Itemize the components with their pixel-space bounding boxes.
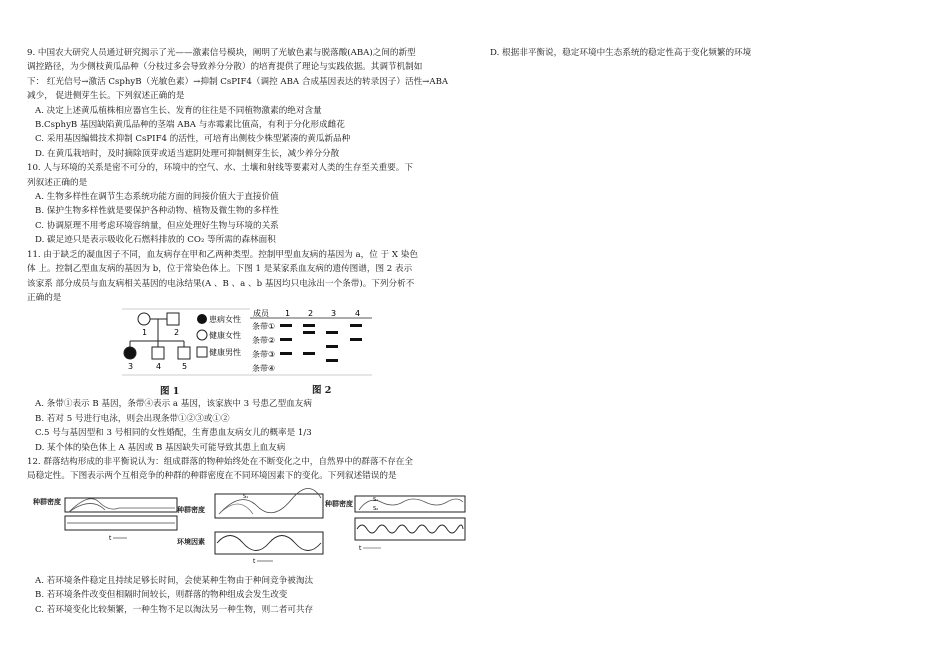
band-m2-2 (303, 331, 315, 334)
q12-option-c: C. 若环境变化比较频繁，一种生物不足以淘汰另一种生物，则二者可共存 (35, 604, 314, 615)
q10-option-c: C. 协调原理不用考虑环境容纳量，但应处理好生物与环境的关系 (35, 220, 279, 231)
q9-option-d: D. 在黄瓜栽培时，及时摘除顶芽或适当遮阴处理可抑制侧芽生长，减少养分分散 (35, 148, 340, 159)
graph2-environment-wave (217, 535, 321, 550)
pedigree-number-4: 4 (156, 362, 162, 372)
legend-healthy-female: 健康女性 (209, 331, 241, 341)
band-label-2: 条带② (252, 336, 276, 346)
band-label-3: 条带③ (252, 350, 276, 360)
graph1-curve-s1 (69, 498, 175, 511)
graph1-t-label: t (109, 534, 112, 542)
figure-1-caption: 图 1 (160, 386, 180, 398)
right-column (490, 46, 930, 60)
pedigree-member-3 (124, 347, 136, 359)
legend-healthy-female-icon (197, 330, 207, 340)
band-label-4: 条带④ (252, 364, 276, 374)
pedigree-svg (122, 307, 382, 385)
band-m2-3 (303, 352, 315, 355)
q10-option-d: D. 碳足迹只是表示吸收化石燃料排放的 CO₂ 等所需的森林面积 (35, 235, 276, 246)
graph1-curve-s2 (69, 503, 105, 512)
band-m3-3 (326, 345, 338, 348)
q9-option-c: C. 采用基因编辑技术抑制 CsPIF4 的活性，可培育出侧枝少株型紧凑的黄瓜新品种 (35, 134, 351, 145)
legend-healthy-male-icon (197, 347, 207, 357)
pedigree-and-electrophoresis-figure (122, 307, 382, 397)
band-m4-2 (350, 338, 362, 341)
pedigree-member-1 (138, 313, 150, 325)
member-number-4: 4 (355, 309, 361, 319)
q10-stem-line1: 10. 人与环境的关系是密不可分的，环境中的空气、水、土壤和射线等要素对人类的生存至关重要。下 (27, 163, 413, 174)
pedigree-member-5 (178, 347, 190, 359)
band-label-1: 条带① (252, 322, 276, 332)
q9-stem-line2: 调控路径，为少侧枝黄瓜品种（分枝过多会导致养分分散）的培育提供了理论与实践依据。其调节机制如 (27, 62, 423, 73)
graph2-t-label: t (253, 557, 256, 565)
member-number-1: 1 (285, 309, 291, 319)
q12-option-d: D. 根据非平衡说，稳定环境中生态系统的稳定性高于变化频繁的环境 (490, 48, 752, 58)
member-number-2: 2 (308, 309, 314, 319)
q11-option-d: D. 某个体的染色体上 A 基因或 B 基因缺失可能导致其患上血友病 (35, 442, 286, 453)
pedigree-number-1: 1 (142, 328, 148, 338)
q11-stem-line3: 该家系 部分成员与血友病相关基因的电泳结果(A 、B 、a 、b 基因均只电泳出一个条带)。下列分析不 (27, 278, 415, 289)
legend-affected-female-icon (197, 314, 207, 324)
q10-option-a: A. 生物多样性在调节生态系统功能方面的间接价值大于直接价值 (35, 192, 279, 203)
band-m3-2 (326, 331, 338, 334)
graph2-s1-label: S₁ (243, 493, 249, 500)
members-header: 成员 (253, 309, 269, 319)
q10-stem-line2: 列叙述正确的是 (27, 177, 88, 188)
graph1-ylabel: 种群密度 (33, 497, 61, 506)
band-m4-1 (350, 324, 362, 327)
q12-option-b: B. 若环境条件改变但相隔时间较长，则群落的物种组成会发生改变 (35, 590, 288, 601)
q12-stem-line2: 局稳定性。下图表示两个互相竞争的种群的种群密度在不同环境因素下的变化。下列叙述错误的是 (27, 471, 397, 482)
figure-2-caption: 图 2 (312, 385, 332, 397)
q9-stem-line4: 减少， 促进侧芽生长。下列叙述正确的是 (27, 91, 185, 102)
pedigree-number-3: 3 (128, 362, 134, 372)
graph2-env-label: 环境因素 (177, 537, 205, 546)
q11-stem-line4: 正确的是 (27, 292, 62, 303)
q9-stem-line3: 下： 红光信号→激活 CsphyB（光敏色素）→抑制 CsPIF4（调控 ABA 合成基因表达的转录因子）活性→ABA (27, 76, 449, 87)
q11-option-a: A. 条带①表示 B 基因，条带④表示 a 基因，该家族中 3 号患乙型血友病 (35, 399, 312, 410)
legend-healthy-male: 健康男性 (209, 348, 241, 358)
q11-option-b: B. 若对 5 号进行电泳，则会出现条带①②③或①② (35, 413, 230, 424)
band-m2-1 (303, 324, 315, 327)
graph2-curve-s1 (219, 488, 321, 514)
band-m1-1 (280, 324, 292, 327)
q10-option-b: B. 保护生物多样性就是要保护各种动物、植物及微生物的多样性 (35, 206, 279, 217)
q9-stem-line1: 9. 中国农大研究人员通过研究揭示了光——激素信号模块，阐明了光敏色素与脱落酸(ABA)之间的新型 (27, 48, 416, 58)
pedigree-member-2 (167, 313, 179, 325)
left-column (27, 46, 472, 617)
band-m3-4 (326, 359, 338, 362)
q9-option-b: B.CsphyB 基因缺陷黄瓜品种的茎端 ABA 与赤霉素比值高，有利于分化形成雌花 (35, 120, 345, 131)
pedigree-number-5: 5 (182, 362, 188, 372)
population-graphs-svg (29, 488, 469, 570)
graph3-environment-wave (357, 525, 463, 533)
q11-stem-line2: 体 上。控制乙型血友病的基因为 b，位于常染色体上。下图 1 是某家系血友病的遗传图谱，图 2 表示 (27, 264, 413, 275)
legend-affected-female: 患病女性 (209, 315, 241, 325)
graph3-s1-label: S₁ (373, 496, 379, 503)
graph3-ylabel: 种群密度 (325, 499, 353, 508)
graph2-ylabel: 种群密度 (177, 505, 205, 514)
member-number-3: 3 (331, 309, 337, 319)
graph3-t-label: t (359, 544, 362, 552)
pedigree-number-2: 2 (174, 328, 180, 338)
population-density-figure (29, 488, 469, 570)
q11-option-c: C.5 号与基因型和 3 号相同的女性婚配，生育患血友病女儿的概率是 1/3 (35, 428, 312, 439)
q12-option-a: A. 若环境条件稳定且持续足够长时间，会使某种生物由于种间竞争被淘汰 (35, 575, 314, 586)
q11-stem-line1: 11. 由于缺乏的凝血因子不同，血友病存在甲和乙两种类型。控制甲型血友病的基因为 a，位 于 X 染色 (27, 249, 418, 260)
graph2-curve-s2 (219, 504, 253, 514)
band-m1-4 (280, 352, 292, 355)
band-m1-2 (280, 338, 292, 341)
q12-stem-line1: 12. 群落结构形成的非平衡说认为：组成群落的物种始终处在不断变化之中，自然界中的群落不存在全 (27, 456, 413, 467)
pedigree-member-4 (152, 347, 164, 359)
graph3-s2-label: S₂ (373, 505, 379, 512)
q9-option-a: A. 决定上述黄瓜植株相应器官生长、发育的往往是不同植物激素的绝对含量 (35, 105, 322, 116)
